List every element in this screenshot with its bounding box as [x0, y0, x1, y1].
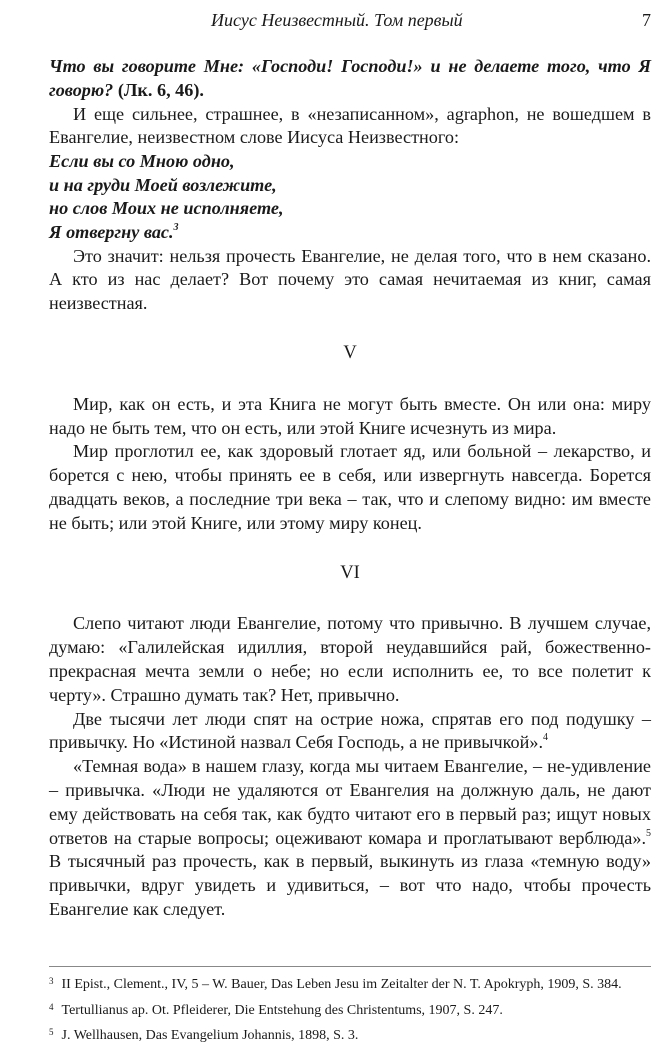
- page-body: [49, 55, 651, 922]
- footnote-number: 4: [49, 1001, 54, 1012]
- paragraph-meaning: Это значит: нельзя прочесть Евангелие, не делая того, что в нем сказано. А кто из нас делает? Вот почему это самая нечитаемая из книг, самая неизвестная.: [49, 245, 651, 314]
- footnote-4: [49, 998, 651, 1024]
- verse-line: но слов Моих не исполняете,: [49, 198, 284, 219]
- running-title: Иисус Неизвестный. Том первый: [211, 10, 463, 30]
- footnotes: [49, 972, 651, 1049]
- gospel-quote: [49, 55, 651, 103]
- footnote-ref-4[interactable]: 4: [543, 732, 548, 744]
- paragraph-dark-water-end: В тысячный раз прочесть, как в первый, выкинуть из глаза «темную воду» привычки, вдруг увидеть и удивиться, – вот что надо, чтобы прочесть Евангелие как следует.: [49, 851, 651, 919]
- running-header: [49, 10, 651, 40]
- verse-line: и на груди Моей возлежите,: [49, 174, 277, 195]
- verse-line: Я отвергну вас.: [49, 221, 174, 242]
- paragraph-knife: [49, 708, 651, 756]
- footnote-number: 3: [49, 976, 54, 986]
- paragraph-blind-reading: Слепо читают люди Евангелие, потому что привычно. В лучшем случае, думаю: «Галилейская идиллия, второй неудавшийся рай, божественно-прекрасная мечта земли о небе; но если исполнить ее, то все полетит к черту». Страшно думать так? Нет, привычно.: [49, 613, 651, 705]
- footnote-ref-3[interactable]: 3: [173, 221, 179, 233]
- footnote-divider: [49, 966, 651, 967]
- paragraph-world-swallowed: Мир проглотил ее, как здоровый глотает яд, или больной – лекарство, и борется с нею, чтобы принять ее в себя, или извергнуть навсегда. Борется двадцать веков, а последние три века – так, что и слепому видно: им вместе не быть; или этой Книге, или этому миру конец.: [49, 441, 651, 533]
- paragraph-dark-water-text: «Темная вода» в нашем глазу, когда мы читаем Евангелие, – не-удивление – привычка. «Люди не удаляются от Евангелия на должную даль, не дают ему действовать на себя так, как будто читают его в первый раз; ищут новых ответов на старые вопросы; оцеживают комара и проглатывают верблюда».: [49, 756, 651, 848]
- footnote-3: [49, 972, 651, 998]
- quote-text: Что вы говорите Мне: «Господи! Господи!» и не делаете того, что Я говорю?: [49, 56, 651, 100]
- footnote-text: II Epist., Clement., IV, 5 – W. Bauer, Das Leben Jesu im Zeitalter der N. T. Apokryph, 1909, S. 384.: [61, 977, 622, 992]
- footnote-5: [49, 1023, 651, 1049]
- paragraph-world-book: Мир, как он есть, и эта Книга не могут быть вместе. Он или она: миру надо не быть тем, что он есть, или этой Книге исчезнуть из мира.: [49, 393, 651, 438]
- verse-line-last: [49, 221, 651, 245]
- section-heading-vi: VI: [340, 562, 360, 583]
- verse-line: Если вы со Мною одно,: [49, 151, 235, 172]
- page-number: 7: [642, 10, 651, 30]
- paragraph-knife-text: Две тысячи лет люди спят на острие ножа, спрятав его под подушку – привычку. Но «Истиной назвал Себя Господь, а не привычкой».: [49, 708, 651, 753]
- footnote-ref-5[interactable]: 5: [646, 827, 651, 839]
- paragraph-dark-water: [49, 755, 651, 922]
- footnote-number: 5: [49, 1027, 54, 1037]
- section-heading-v: V: [343, 342, 357, 363]
- agraphon-verse: [49, 150, 651, 244]
- quote-reference: (Лк. 6, 46).: [113, 79, 204, 100]
- footnote-text: Tertullianus ap. Ot. Pfleiderer, Die Entstehung des Christentums, 1907, S. 247.: [61, 1002, 503, 1018]
- footnote-text: J. Wellhausen, Das Evangelium Johannis, 1898, S. 3.: [61, 1028, 359, 1043]
- paragraph-agraphon: И еще сильнее, страшнее, в «незаписанном», agraphon, не вошедшем в Евангелие, неизвестном слове Иисуса Неизвестного:: [49, 103, 651, 148]
